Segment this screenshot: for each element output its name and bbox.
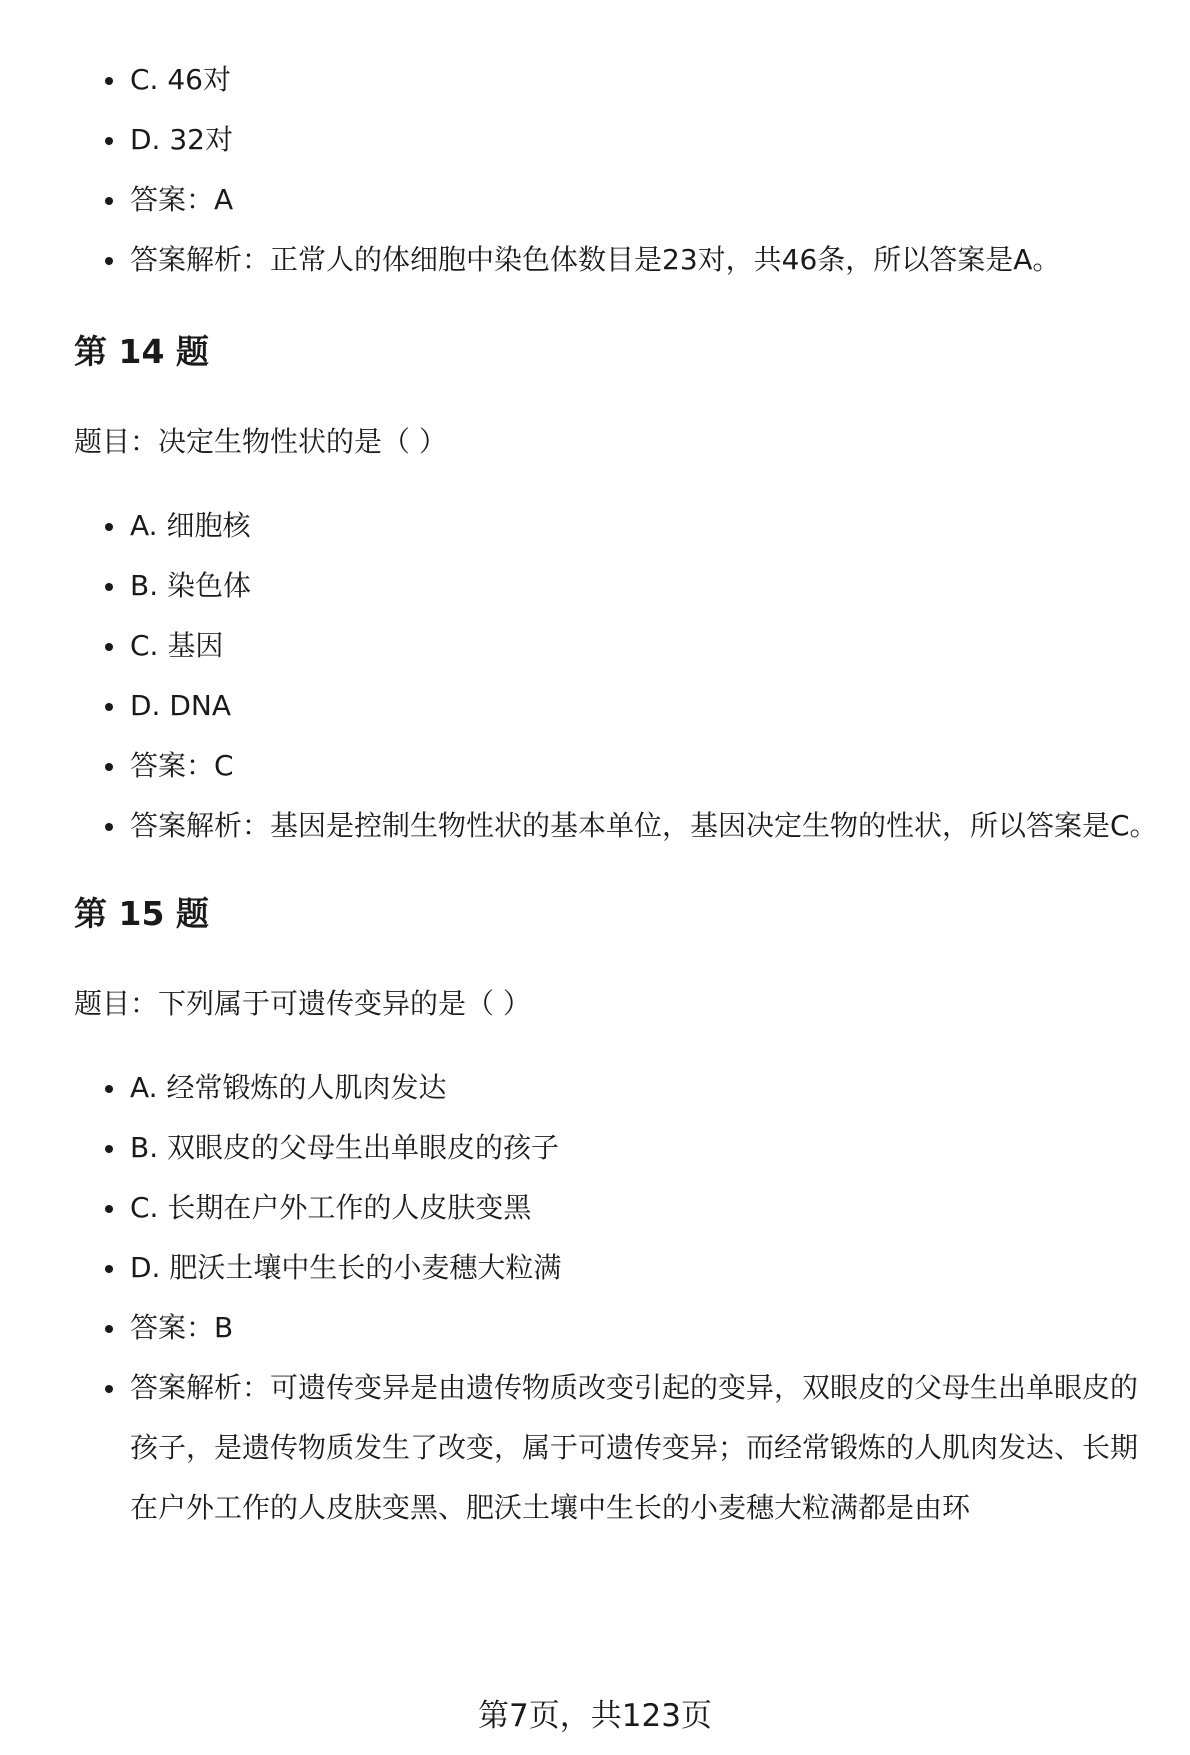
option-b: B. 双眼皮的父母生出单眼皮的孩子 [74, 1118, 1164, 1178]
answer-explanation: 答案解析：基因是控制生物性状的基本单位，基因决定生物的性状，所以答案是C。 [74, 796, 1164, 856]
answer-explanation: 答案解析：正常人的体细胞中染色体数目是23对，共46条，所以答案是A。 [74, 230, 1164, 290]
answer-explanation: 答案解析：可遗传变异是由遗传物质改变引起的变异，双眼皮的父母生出单眼皮的孩子，是遗传物质发生了改变，属于可遗传变异；而经常锻炼的人肌肉发达、长期在户外工作的人皮肤变黑、肥沃土壤中生长的小麦穗大粒满都是由环 [74, 1358, 1164, 1538]
option-a: A. 细胞核 [74, 496, 1164, 556]
q13-options-list [74, 50, 1164, 290]
question-text-14: 题目：决定生物性状的是（ ） [74, 425, 447, 458]
option-d: D. 肥沃土壤中生长的小麦穗大粒满 [74, 1238, 1164, 1298]
option-c: C. 基因 [74, 616, 1164, 676]
question-heading-15: 第 15 题 [74, 894, 209, 933]
option-d: D. 32对 [74, 110, 1164, 170]
option-d: D. DNA [74, 676, 1164, 736]
question-text-15: 题目：下列属于可遗传变异的是（ ） [74, 987, 531, 1020]
answer: 答案：A [74, 170, 1164, 230]
q15-options-list [74, 1058, 1164, 1538]
answer: 答案：C [74, 736, 1164, 796]
option-c: C. 长期在户外工作的人皮肤变黑 [74, 1178, 1164, 1238]
page-number-footer: 第7页，共123页 [478, 1698, 712, 1734]
answer: 答案：B [74, 1298, 1164, 1358]
option-b: B. 染色体 [74, 556, 1164, 616]
option-a: A. 经常锻炼的人肌肉发达 [74, 1058, 1164, 1118]
q14-options-list [74, 496, 1164, 856]
page-content [74, 50, 1164, 1538]
option-c: C. 46对 [74, 50, 1164, 110]
question-heading-14: 第 14 题 [74, 332, 209, 371]
